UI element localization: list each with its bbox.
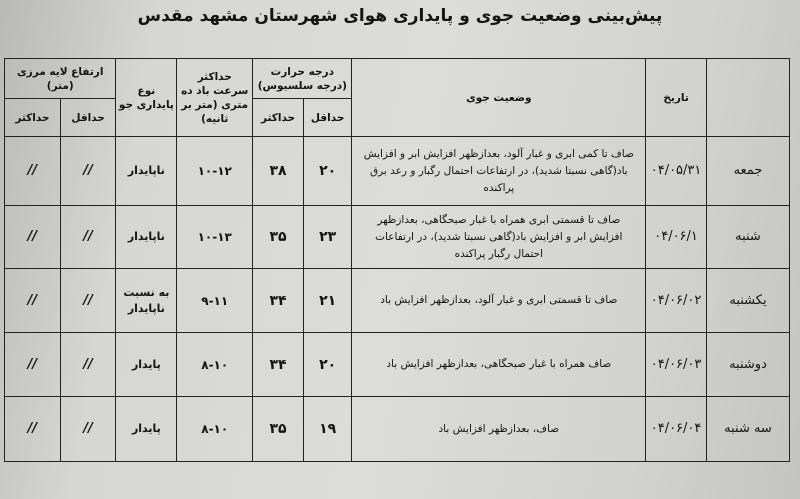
- header-temperature: درجه حرارت (درجه سلسیوس): [253, 59, 352, 99]
- weather-cell: صاف، بعدازظهر افزایش باد: [352, 397, 646, 462]
- stability-cell: ناپایدار: [116, 206, 177, 269]
- boundary-min-cell: //: [60, 269, 116, 333]
- stability-cell: به نسبت ناپایدار: [116, 269, 177, 333]
- boundary-min-cell: //: [60, 137, 116, 206]
- temp-min-cell: ۱۹: [303, 397, 352, 462]
- wind-cell: ۸-۱۰: [177, 333, 253, 397]
- header-boundary-max: حداکثر: [5, 99, 61, 137]
- table-row: [5, 137, 790, 206]
- page-title: پیش‌بینی وضعیت جوی و پایداری هوای شهرستان مشهد مقدس: [137, 6, 663, 26]
- temp-max-cell: ۳۸: [253, 137, 304, 206]
- header-boundary-min: حداقل: [60, 99, 116, 137]
- temp-max-cell: ۳۵: [253, 206, 304, 269]
- weather-cell: صاف همراه با غبار صبحگاهی، بعدازظهر افزایش باد: [352, 333, 646, 397]
- temp-min-cell: ۲۳: [303, 206, 352, 269]
- temp-min-cell: ۲۰: [303, 137, 352, 206]
- day-cell: شنبه: [706, 206, 789, 269]
- wind-cell: ۹-۱۱: [177, 269, 253, 333]
- table-row: [5, 269, 790, 333]
- header-temp-max: حداکثر: [253, 99, 304, 137]
- boundary-max-cell: //: [5, 137, 61, 206]
- boundary-max-cell: //: [5, 397, 61, 462]
- day-cell: جمعه: [706, 137, 789, 206]
- boundary-min-cell: //: [60, 333, 116, 397]
- temp-max-cell: ۳۴: [253, 333, 304, 397]
- stability-cell: پایدار: [116, 397, 177, 462]
- table-row: [5, 206, 790, 269]
- day-cell: سه شنبه: [706, 397, 789, 462]
- header-stability: نوع پایداری جو: [116, 59, 177, 137]
- boundary-min-cell: //: [60, 397, 116, 462]
- date-cell: ۰۴/۰۶/۰۲: [646, 269, 707, 333]
- temp-min-cell: ۲۱: [303, 269, 352, 333]
- header-boundary-layer: ارتفاع لایه مرزی (متر): [5, 59, 116, 99]
- header-weather: وضعیت جوی: [352, 59, 646, 137]
- header-temp-min: حداقل: [303, 99, 352, 137]
- date-cell: ۰۴/۰۶/۰۴: [646, 397, 707, 462]
- temp-max-cell: ۳۵: [253, 397, 304, 462]
- forecast-table: [4, 58, 790, 462]
- date-cell: ۰۴/۰۶/۱: [646, 206, 707, 269]
- boundary-min-cell: //: [60, 206, 116, 269]
- header-wind: حداکثر سرعت باد ده متری (متر بر ثانیه): [177, 59, 253, 137]
- stability-cell: پایدار: [116, 333, 177, 397]
- wind-cell: ۱۰-۱۳: [177, 206, 253, 269]
- day-cell: دوشنبه: [706, 333, 789, 397]
- table-row: [5, 333, 790, 397]
- header-day: [706, 59, 789, 137]
- stability-cell: ناپایدار: [116, 137, 177, 206]
- temp-max-cell: ۳۴: [253, 269, 304, 333]
- wind-cell: ۱۰-۱۲: [177, 137, 253, 206]
- date-cell: ۰۴/۰۶/۰۳: [646, 333, 707, 397]
- header-date: تاریخ: [646, 59, 707, 137]
- weather-cell: صاف تا قسمتی ابری همراه با غبار صبحگاهی، بعدازظهر افزایش ابر و افزایش باد(گاهی نسبتا شدید)، در ارتفاعات احتمال رگبار پراکنده: [352, 206, 646, 269]
- wind-cell: ۸-۱۰: [177, 397, 253, 462]
- temp-min-cell: ۲۰: [303, 333, 352, 397]
- day-cell: یکشنبه: [706, 269, 789, 333]
- table-row: [5, 397, 790, 462]
- boundary-max-cell: //: [5, 206, 61, 269]
- boundary-max-cell: //: [5, 333, 61, 397]
- weather-cell: صاف تا کمی ابری و غبار آلود، بعدازظهر افزایش ابر و افزایش باد(گاهی نسبتا شدید)، در ارتفاعات احتمال رگبار و رعد برق پراکنده: [352, 137, 646, 206]
- weather-cell: صاف تا قسمتی ابری و غبار آلود، بعدازظهر افزایش باد: [352, 269, 646, 333]
- boundary-max-cell: //: [5, 269, 61, 333]
- date-cell: ۰۴/۰۵/۳۱: [646, 137, 707, 206]
